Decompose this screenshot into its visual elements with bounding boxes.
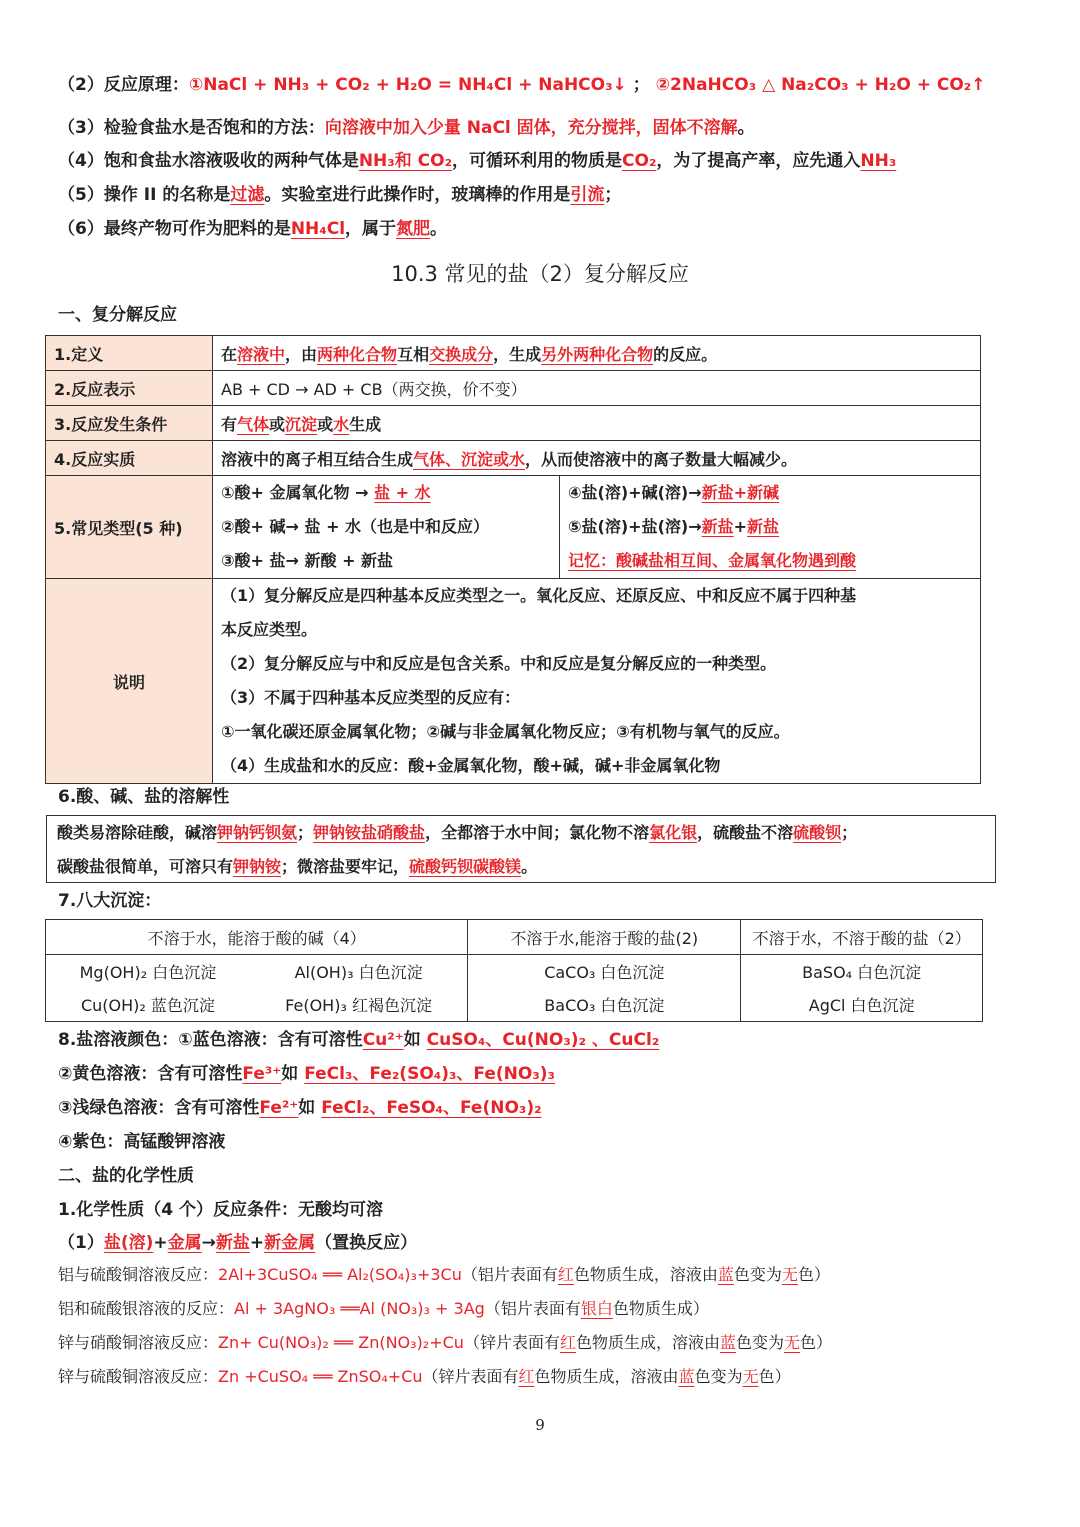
table-row	[46, 336, 981, 371]
text: 铝和硫酸银溶液的反应：	[58, 1299, 235, 1318]
text: ，硫酸盐不溶	[697, 823, 794, 842]
answer: 新盐	[701, 517, 734, 536]
text: （5）操作 II 的名称是	[58, 185, 231, 205]
answer: 两种化合物	[317, 344, 398, 364]
text: 溶液中的离子相互结合生成	[221, 449, 414, 469]
text: （1）	[58, 1233, 104, 1253]
answer: 盐 + 水	[374, 483, 431, 502]
text: ；	[604, 185, 622, 205]
answer: 蓝	[678, 1367, 695, 1386]
answer: 沉淀	[285, 414, 318, 434]
definition-cell	[213, 336, 981, 371]
text: 如	[403, 1030, 421, 1050]
text: 锌与硫酸铜溶液反应：	[58, 1367, 219, 1386]
note: （4）生成盐和水的反应：酸+金属氧化物，酸+碱，碱+非金属氧化物	[221, 756, 721, 775]
expression-cell: AB + CD → AD + CB（两交换，价不变）	[213, 371, 981, 406]
answer: 引流	[570, 185, 605, 205]
text: 酸类易溶除硅酸，碱溶	[57, 823, 218, 842]
equation: Zn +CuSO₄ ══ ZnSO₄+Cu	[218, 1367, 423, 1386]
type-5	[568, 510, 972, 544]
text: 色变为	[694, 1367, 743, 1386]
text: +	[249, 1233, 265, 1253]
text: ②黄色溶液：含有可溶性	[58, 1064, 243, 1084]
type-2: ②酸+ 碱→ 盐 + 水（也是中和反应）	[221, 517, 490, 536]
text: 。	[430, 219, 448, 239]
table-row	[46, 441, 981, 476]
text: +	[733, 517, 748, 536]
text: （锌片表面有	[463, 1333, 560, 1352]
answer: 金属	[167, 1233, 202, 1253]
text: 色）	[800, 1333, 833, 1352]
text: （铝片表面有	[484, 1299, 581, 1318]
page-number: 9	[535, 1416, 545, 1434]
answer: 气体、沉淀或水	[413, 449, 526, 469]
condition-cell	[213, 406, 981, 441]
answer: 无	[781, 1265, 798, 1284]
answer: 钾钠铵盐硝酸盐	[313, 823, 426, 842]
text: 色物质生成）	[612, 1299, 709, 1318]
text: 在	[221, 344, 238, 364]
fertilizer-line	[58, 216, 447, 242]
text: ①酸+ 金属氧化物 →	[221, 483, 375, 502]
text: ④盐(溶)+碱(溶)→	[568, 483, 702, 502]
type-4	[568, 476, 972, 510]
answer: 盐(溶)	[103, 1233, 154, 1253]
answer: NH₃	[860, 151, 897, 171]
answer: NH₃和 CO₂	[358, 151, 453, 171]
cell: Al(OH)₃ 白色沉淀	[250, 955, 468, 988]
answer: 氮肥	[396, 219, 431, 239]
table-row	[46, 579, 981, 784]
text: 互相	[397, 344, 430, 364]
reaction-principle-line	[58, 72, 986, 98]
answer: 气体	[237, 414, 270, 434]
text: ⑤盐(溶)+盐(溶)→	[568, 517, 702, 536]
answer: NH₄Cl	[290, 219, 346, 239]
answer: 红	[518, 1367, 535, 1386]
answer: 交换成分	[429, 344, 494, 364]
text: 的反应。	[653, 344, 718, 364]
answer: 蓝	[717, 1265, 734, 1284]
gas-absorption-line	[58, 148, 896, 174]
text: 。实验室进行此操作时，玻璃棒的作用是	[264, 185, 571, 205]
answer: 氯化银	[649, 823, 698, 842]
text: 或	[269, 414, 286, 434]
table-row	[46, 371, 981, 406]
answer: 新金属	[264, 1233, 316, 1253]
chem-property-title: 1.化学性质（4 个）反应条件：无酸均可溶	[58, 1200, 384, 1220]
table-row	[46, 988, 983, 1022]
answer: 红	[557, 1265, 574, 1284]
saturation-test-line	[58, 115, 755, 141]
answer: 红	[559, 1333, 576, 1352]
note: （3）不属于四种基本反应类型的反应有：	[221, 688, 521, 707]
cell: BaCO₃ 白色沉淀	[468, 988, 741, 1022]
text: 色物质生成，溶液由	[575, 1333, 720, 1352]
answer: 向溶液中加入少量 NaCl 固体，充分搅拌，固体不溶解	[324, 118, 738, 138]
equation: 2Al+3CuSO₄ ══ Al₂(SO₄)₃+3Cu	[218, 1265, 462, 1284]
answer: 无	[784, 1333, 801, 1352]
color-line-2	[58, 1061, 555, 1087]
reaction-3	[58, 1330, 832, 1356]
reaction-1	[58, 1262, 830, 1288]
heading-salt-properties: 二、盐的化学性质	[58, 1166, 194, 1186]
text: ，可循环利用的物质是	[452, 151, 623, 171]
row-key: 4.反应实质	[46, 441, 213, 476]
operation-line	[58, 182, 621, 208]
answer: 溶液中	[237, 344, 286, 364]
answer: 钾钠钙钡氨	[217, 823, 298, 842]
answer: 银白	[580, 1299, 613, 1318]
essence-cell	[213, 441, 981, 476]
text: 如	[298, 1098, 316, 1118]
text: 生成	[349, 414, 382, 434]
precipitate-title: 7.八大沉淀：	[58, 891, 162, 911]
color-line-3	[58, 1095, 542, 1121]
text: 色变为	[733, 1265, 782, 1284]
memo: 记忆：酸碱盐相互间、金属氧化物遇到酸	[568, 551, 857, 570]
cell: Fe(OH)₃ 红褐色沉淀	[250, 988, 468, 1022]
answer: FeCl₂、FeSO₄、Fe(NO₃)₂	[321, 1098, 542, 1118]
header-cell: 不溶于水，不溶于酸的盐（2）	[741, 920, 983, 955]
table-header-row	[46, 920, 983, 955]
equation: Al + 3AgNO₃ ══Al (NO₃)₃ + 3Ag	[234, 1299, 485, 1318]
text: ，属于	[345, 219, 397, 239]
cell: Mg(OH)₂ 白色沉淀	[46, 955, 250, 988]
notes-cell	[213, 579, 981, 784]
equation: Zn+ Cu(NO₃)₂ ══ Zn(NO₃)₂+Cu	[218, 1333, 464, 1352]
header-cell: 不溶于水,能溶于酸的盐(2)	[468, 920, 741, 955]
text: 有	[221, 414, 238, 434]
answer: 无	[742, 1367, 759, 1386]
text: ③浅绿色溶液：含有可溶性	[58, 1098, 260, 1118]
text: ；微溶盐要牢记，	[281, 857, 410, 876]
text: ，为了提高产率，应先通入	[656, 151, 861, 171]
punct: 。	[737, 118, 755, 138]
types-right-cell	[560, 476, 981, 579]
answer: 新盐	[215, 1233, 250, 1253]
precipitate-table	[45, 919, 983, 1022]
text: （铝片表面有	[461, 1265, 558, 1284]
answer: 另外两种化合物	[541, 344, 654, 364]
text: ；	[841, 823, 858, 842]
row-key: 5.常见类型(5 种)	[46, 476, 213, 579]
types-left-cell	[213, 476, 560, 579]
text: 色变为	[736, 1333, 785, 1352]
text: 色）	[758, 1367, 791, 1386]
text: 色）	[797, 1265, 830, 1284]
cell: Cu(OH)₂ 蓝色沉淀	[46, 988, 250, 1022]
note: 本反应类型。	[221, 620, 318, 639]
answer: 过滤	[230, 185, 265, 205]
table-row	[46, 406, 981, 441]
note: ①一氧化碳还原金属氧化物；②碱与非金属氧化物反应；③有机物与氧气的反应。	[221, 722, 790, 741]
answer: Fe³⁺	[242, 1064, 282, 1084]
answer: CO₂	[622, 151, 657, 171]
reaction-2	[58, 1296, 709, 1322]
color-line-1	[58, 1027, 659, 1053]
text: ，生成	[493, 344, 542, 364]
section-title: 10.3 常见的盐（2）复分解反应	[391, 262, 689, 286]
text: 色物质生成，溶液由	[534, 1367, 679, 1386]
answer: CuSO₄、Cu(NO₃)₂ 、CuCl₂	[426, 1030, 660, 1050]
label: （3）检验食盐水是否饱和的方法：	[58, 118, 325, 138]
solubility-title: 6.酸、碱、盐的溶解性	[58, 787, 230, 807]
reaction-4	[58, 1364, 791, 1390]
text: 8.盐溶液颜色：①蓝色溶液：含有可溶性	[58, 1030, 363, 1050]
text: ；	[297, 823, 314, 842]
text: 锌与硝酸铜溶液反应：	[58, 1333, 219, 1352]
solubility-line-1	[57, 816, 985, 850]
separator: ；	[632, 75, 650, 95]
equation-1: ①NaCl + NH₃ + CO₂ + H₂O = NH₄Cl + NaHCO₃↓	[188, 75, 627, 95]
text: ，从而使溶液中的离子数量大幅减少。	[525, 449, 798, 469]
answer: 硫酸钙钡碳酸镁	[409, 857, 522, 876]
answer: Cu²⁺	[362, 1030, 404, 1050]
solubility-line-2	[57, 850, 985, 884]
text: ，全都溶于水中间；氯化物不溶	[425, 823, 650, 842]
answer: 蓝	[719, 1333, 736, 1352]
text: （6）最终产物可作为肥料的是	[58, 219, 291, 239]
double-decomposition-table	[45, 335, 981, 784]
heading-double-decomposition: 一、复分解反应	[58, 305, 177, 325]
answer: 新盐	[747, 517, 780, 536]
label: （2）反应原理：	[58, 75, 189, 95]
answer: 水	[333, 414, 350, 434]
answer: Fe²⁺	[259, 1098, 299, 1118]
text: 。	[521, 857, 538, 876]
type-3: ③酸+ 盐→ 新酸 + 新盐	[221, 551, 394, 570]
row-key: 1.定义	[46, 336, 213, 371]
text: 色物质生成，溶液由	[573, 1265, 718, 1284]
text: ，由	[285, 344, 318, 364]
note: （2）复分解反应与中和反应是包含关系。中和反应是复分解反应的一种类型。	[221, 654, 777, 673]
row-key: 说明	[46, 579, 213, 784]
text: 如	[281, 1064, 299, 1084]
table-row	[46, 476, 981, 579]
text: 碳酸盐很简单，可溶只有	[57, 857, 234, 876]
answer: 新盐+新碱	[701, 483, 780, 502]
color-line-4: ④紫色：高锰酸钾溶液	[58, 1132, 226, 1152]
solubility-box	[46, 815, 996, 883]
text: →	[201, 1233, 216, 1253]
row-key: 2.反应表示	[46, 371, 213, 406]
text: （锌片表面有	[422, 1367, 519, 1386]
text: （4）饱和食盐水溶液吸收的两种气体是	[58, 151, 359, 171]
answer: 钾钠铵	[233, 857, 282, 876]
table-row	[46, 955, 983, 988]
answer: 硫酸钡	[793, 823, 842, 842]
text: （置换反应）	[315, 1233, 418, 1253]
answer: FeCl₃、Fe₂(SO₄)₃、Fe(NO₃)₃	[304, 1064, 555, 1084]
property-1	[58, 1230, 417, 1256]
header-cell: 不溶于水，能溶于酸的碱（4）	[46, 920, 468, 955]
text: +	[153, 1233, 168, 1253]
cell: BaSO₄ 白色沉淀	[741, 955, 983, 988]
text: 或	[317, 414, 334, 434]
equation-2: ②2NaHCO₃ △ Na₂CO₃ + H₂O + CO₂↑	[655, 75, 986, 95]
text: 铝与硫酸铜溶液反应：	[58, 1265, 219, 1284]
type-1	[221, 476, 551, 510]
row-key: 3.反应发生条件	[46, 406, 213, 441]
cell: AgCl 白色沉淀	[741, 988, 983, 1022]
note: （1）复分解反应是四种基本反应类型之一。氧化反应、还原反应、中和反应不属于四种基	[221, 586, 857, 605]
cell: CaCO₃ 白色沉淀	[468, 955, 741, 988]
